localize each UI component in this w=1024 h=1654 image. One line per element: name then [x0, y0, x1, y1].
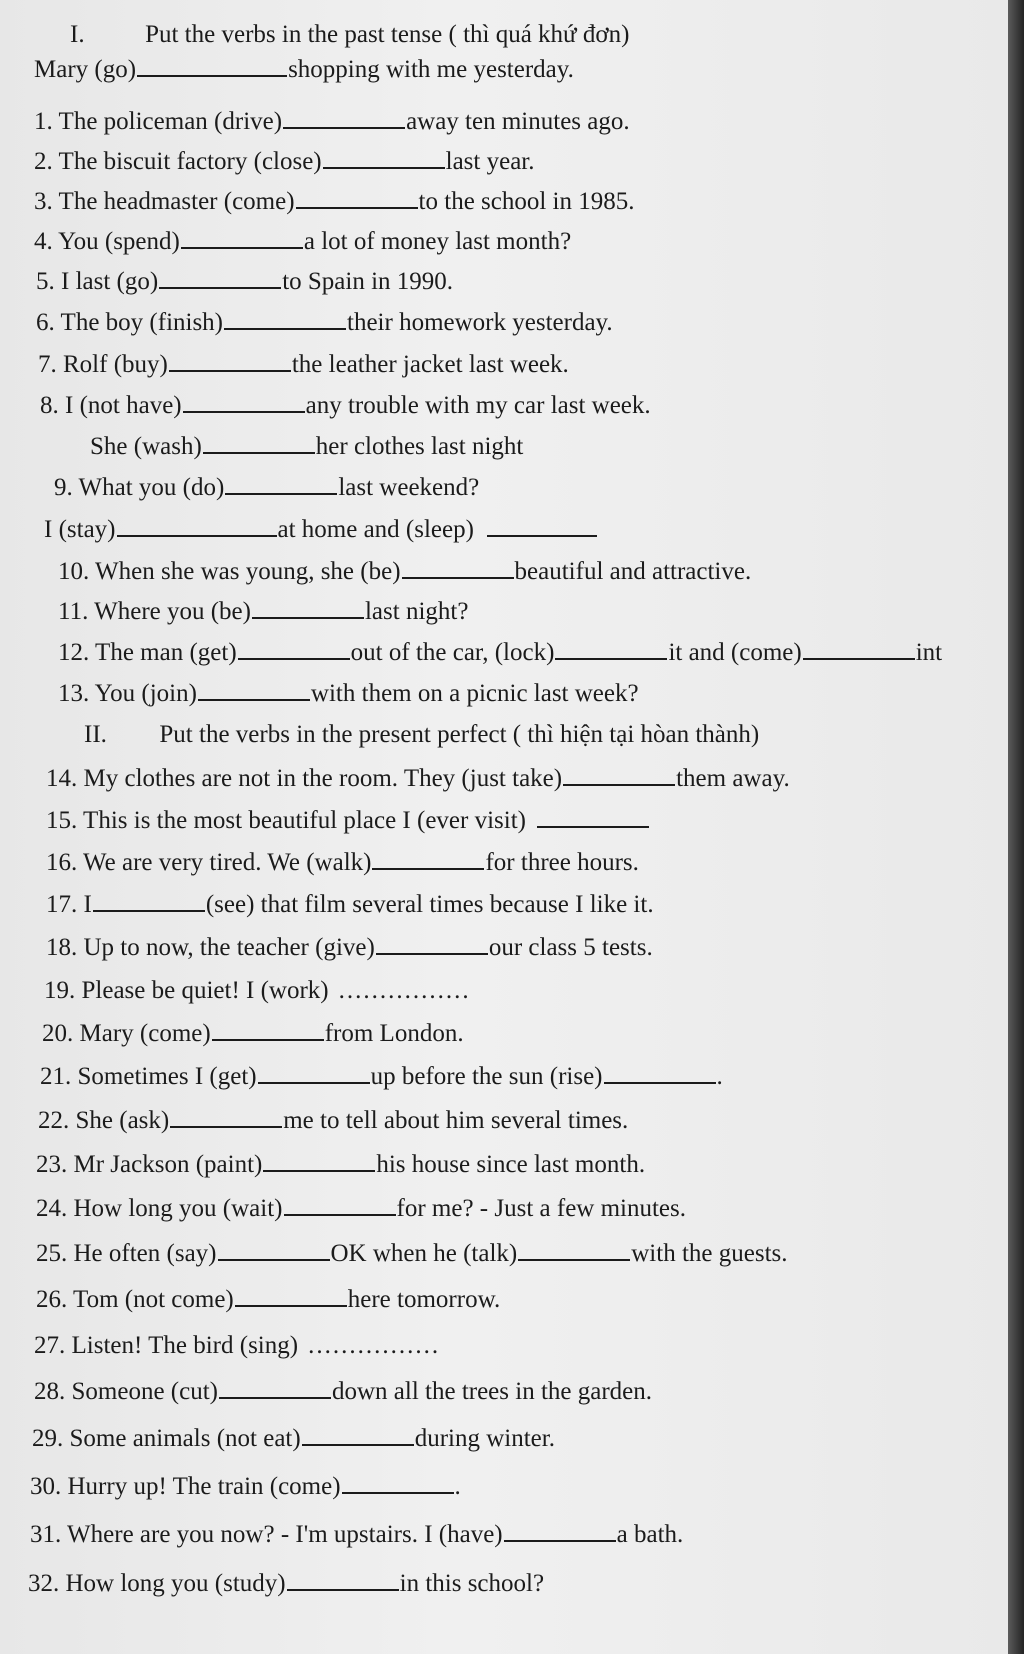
answer-blank[interactable] — [169, 370, 291, 372]
item-prompt: 17. I — [46, 891, 92, 918]
exercise-item-14 — [46, 764, 790, 794]
section-2-title: Put the verbs in the present perfect ( thì hiện tại hòan thành) — [159, 721, 760, 748]
item-rest: last year. — [445, 148, 535, 175]
answer-blank[interactable] — [555, 658, 667, 660]
exercise-item-32 — [28, 1569, 544, 1599]
answer-blank[interactable] — [563, 784, 675, 786]
item-prompt: 29. Some animals (not eat) — [32, 1425, 301, 1452]
answer-blank[interactable] — [212, 1039, 324, 1041]
example-rest: shopping with me yesterday. — [288, 56, 574, 83]
item-prompt: 27. Listen! The bird (sing) — [34, 1332, 299, 1359]
item-prompt: 19. Please be quiet! I (work) — [44, 977, 329, 1004]
exercise-item-30 — [30, 1472, 461, 1502]
item-prompt: 18. Up to now, the teacher (give) — [46, 934, 375, 961]
item-prompt: 16. We are very tired. We (walk) — [46, 849, 372, 876]
answer-blank[interactable] — [284, 1214, 396, 1216]
answer-blank[interactable] — [225, 493, 337, 495]
item-rest: any trouble with my car last week. — [305, 392, 651, 419]
item-rest: . — [454, 1473, 461, 1500]
exercise-item-29 — [32, 1424, 555, 1454]
answer-blank[interactable] — [518, 1259, 630, 1261]
answer-blank[interactable] — [218, 1259, 330, 1261]
answer-blank[interactable] — [235, 1305, 347, 1307]
answer-blank[interactable] — [372, 868, 484, 870]
item-prompt: 13. You (join) — [58, 680, 197, 707]
answer-blank[interactable] — [803, 658, 915, 660]
section-1-numeral: I. — [70, 21, 85, 48]
exercise-item-16 — [46, 848, 639, 878]
item-rest: to Spain in 1990. — [282, 268, 454, 295]
answer-blank[interactable] — [252, 617, 364, 619]
answer-blank[interactable] — [287, 1589, 399, 1591]
exercise-item-13 — [58, 679, 639, 709]
item-prompt: 31. Where are you now? - I'm upstairs. I (have) — [30, 1521, 503, 1548]
item-rest: his house since last month. — [376, 1151, 646, 1178]
answer-blank[interactable] — [198, 699, 310, 701]
answer-blank[interactable] — [117, 535, 277, 537]
item-prompt: 22. She (ask) — [38, 1107, 170, 1134]
answer-blank[interactable] — [181, 247, 303, 249]
item-prompt: 21. Sometimes I (get) — [40, 1063, 257, 1090]
answer-blank[interactable] — [219, 1397, 331, 1399]
exercise-item-3 — [34, 187, 635, 217]
answer-blank[interactable] — [224, 328, 346, 330]
item-rest: in this school? — [399, 1570, 545, 1597]
item-rest: the leather jacket last week. — [291, 351, 569, 378]
item-rest: (see) that film several times because I like it. — [205, 891, 654, 918]
item-prompt: 5. I last (go) — [36, 268, 159, 295]
item-prompt: 24. How long you (wait) — [36, 1195, 283, 1222]
item-rest: a bath. — [616, 1521, 684, 1548]
item-rest: her clothes last night — [315, 433, 524, 460]
answer-blank[interactable] — [376, 953, 488, 955]
item-rest: a lot of money last month? — [303, 228, 572, 255]
exercise-item-9b — [44, 515, 598, 545]
section-1-heading — [70, 20, 629, 50]
item-rest: from London. — [324, 1020, 464, 1047]
item-rest: them away. — [676, 765, 790, 792]
item-prompt: 3. The headmaster (come) — [34, 188, 295, 215]
exercise-item-23 — [36, 1150, 645, 1180]
answer-dots[interactable]: ................ — [308, 1332, 441, 1359]
answer-blank[interactable] — [296, 207, 418, 209]
item-prompt: 11. Where you (be) — [58, 598, 251, 625]
answer-blank[interactable] — [93, 910, 205, 912]
answer-blank[interactable] — [137, 75, 287, 77]
item-rest: for me? - Just a few minutes. — [396, 1195, 687, 1222]
exercise-item-20 — [42, 1019, 464, 1049]
exercise-item-27 — [34, 1331, 440, 1361]
exercise-item-31 — [30, 1520, 683, 1550]
item-prompt: 26. Tom (not come) — [36, 1286, 234, 1313]
exercise-item-25 — [36, 1239, 788, 1269]
exercise-item-19 — [44, 976, 471, 1006]
item-middle: it and (come) — [668, 639, 802, 666]
answer-dots[interactable]: ................ — [338, 977, 471, 1004]
answer-blank[interactable] — [487, 535, 597, 537]
exercise-item-21 — [40, 1062, 723, 1092]
item-prompt: 30. Hurry up! The train (come) — [30, 1473, 341, 1500]
answer-blank[interactable] — [323, 167, 445, 169]
exercise-item-11 — [58, 597, 468, 627]
item-rest: beautiful and attractive. — [514, 558, 752, 585]
item-prompt: 15. This is the most beautiful place I (ever visit) — [46, 807, 526, 834]
item-prompt: 20. Mary (come) — [42, 1020, 211, 1047]
answer-blank[interactable] — [159, 287, 281, 289]
exercise-item-7 — [38, 350, 569, 380]
answer-blank[interactable] — [283, 127, 405, 129]
item-prompt: 23. Mr Jackson (paint) — [36, 1151, 263, 1178]
item-rest: here tomorrow. — [347, 1286, 501, 1313]
item-rest: for three hours. — [485, 849, 639, 876]
exercise-item-1 — [34, 107, 630, 137]
item-rest: our class 5 tests. — [488, 934, 653, 961]
item-rest: me to tell about him several times. — [283, 1107, 629, 1134]
item-middle: OK when he (talk) — [330, 1240, 518, 1267]
exercise-item-26 — [36, 1285, 500, 1315]
item-prompt: 32. How long you (study) — [28, 1570, 286, 1597]
exercise-item-5 — [36, 267, 453, 297]
answer-blank[interactable] — [342, 1492, 454, 1494]
exercise-item-8b — [90, 432, 523, 462]
item-middle: up before the sun (rise) — [370, 1063, 603, 1090]
item-rest: . — [716, 1063, 723, 1090]
answer-blank[interactable] — [170, 1126, 282, 1128]
item-rest: with the guests. — [631, 1240, 788, 1267]
item-rest: with them on a picnic last week? — [310, 680, 639, 707]
item-prompt: 14. My clothes are not in the room. They (just take) — [46, 765, 563, 792]
answer-blank[interactable] — [238, 658, 350, 660]
exercise-item-10 — [58, 557, 751, 587]
answer-blank[interactable] — [537, 826, 649, 828]
answer-blank[interactable] — [504, 1540, 616, 1542]
item-middle: out of the car, (lock) — [350, 639, 555, 666]
item-rest: their homework yesterday. — [347, 309, 613, 336]
exercise-item-22 — [38, 1106, 628, 1136]
section-2-heading — [84, 720, 759, 750]
item-rest: to the school in 1985. — [418, 188, 635, 215]
answer-blank[interactable] — [302, 1444, 414, 1446]
item-prompt: 2. The biscuit factory (close) — [34, 148, 322, 175]
item-rest: last night? — [364, 598, 469, 625]
item-prompt: 28. Someone (cut) — [34, 1378, 218, 1405]
item-prompt: 12. The man (get) — [58, 639, 237, 666]
exercise-item-2 — [34, 147, 535, 177]
item-prompt: 4. You (spend) — [34, 228, 180, 255]
item-middle: at home and (sleep) — [277, 516, 474, 543]
item-prompt: 8. I (not have) — [40, 392, 182, 419]
item-rest: down all the trees in the garden. — [331, 1378, 653, 1405]
item-prompt: 9. What you (do) — [54, 474, 225, 501]
answer-blank[interactable] — [203, 452, 315, 454]
section-2-numeral: II. — [84, 721, 107, 748]
exercise-item-18 — [46, 933, 653, 963]
exercise-item-9 — [54, 473, 479, 503]
item-rest: away ten minutes ago. — [406, 108, 630, 135]
page-edge-shadow — [1008, 0, 1024, 1654]
exercise-item-24 — [36, 1194, 686, 1224]
item-prompt: I (stay) — [44, 516, 116, 543]
item-prompt: 25. He often (say) — [36, 1240, 217, 1267]
exercise-item-12 — [58, 638, 942, 668]
example-prompt: Mary (go) — [34, 56, 137, 83]
answer-blank[interactable] — [263, 1170, 375, 1172]
exercise-item-17 — [46, 890, 654, 920]
item-prompt: 6. The boy (finish) — [36, 309, 224, 336]
section-1-title: Put the verbs in the past tense ( thì quá khứ đơn) — [145, 21, 630, 48]
item-rest: last weekend? — [338, 474, 480, 501]
item-prompt: 1. The policeman (drive) — [34, 108, 283, 135]
answer-blank[interactable] — [258, 1082, 370, 1084]
exercise-item-28 — [34, 1377, 652, 1407]
exercise-item-15 — [46, 806, 650, 836]
item-prompt: 10. When she was young, she (be) — [58, 558, 401, 585]
exercise-item-4 — [34, 227, 571, 257]
exercise-item-6 — [36, 308, 613, 338]
item-prompt: 7. Rolf (buy) — [38, 351, 168, 378]
example-line — [34, 55, 574, 85]
item-prompt: She (wash) — [90, 433, 202, 460]
answer-blank[interactable] — [183, 411, 305, 413]
answer-blank[interactable] — [402, 577, 514, 579]
exercise-item-8 — [40, 391, 651, 421]
item-rest: during winter. — [414, 1425, 555, 1452]
answer-blank[interactable] — [604, 1082, 716, 1084]
item-rest-cut-off: int — [915, 639, 943, 666]
